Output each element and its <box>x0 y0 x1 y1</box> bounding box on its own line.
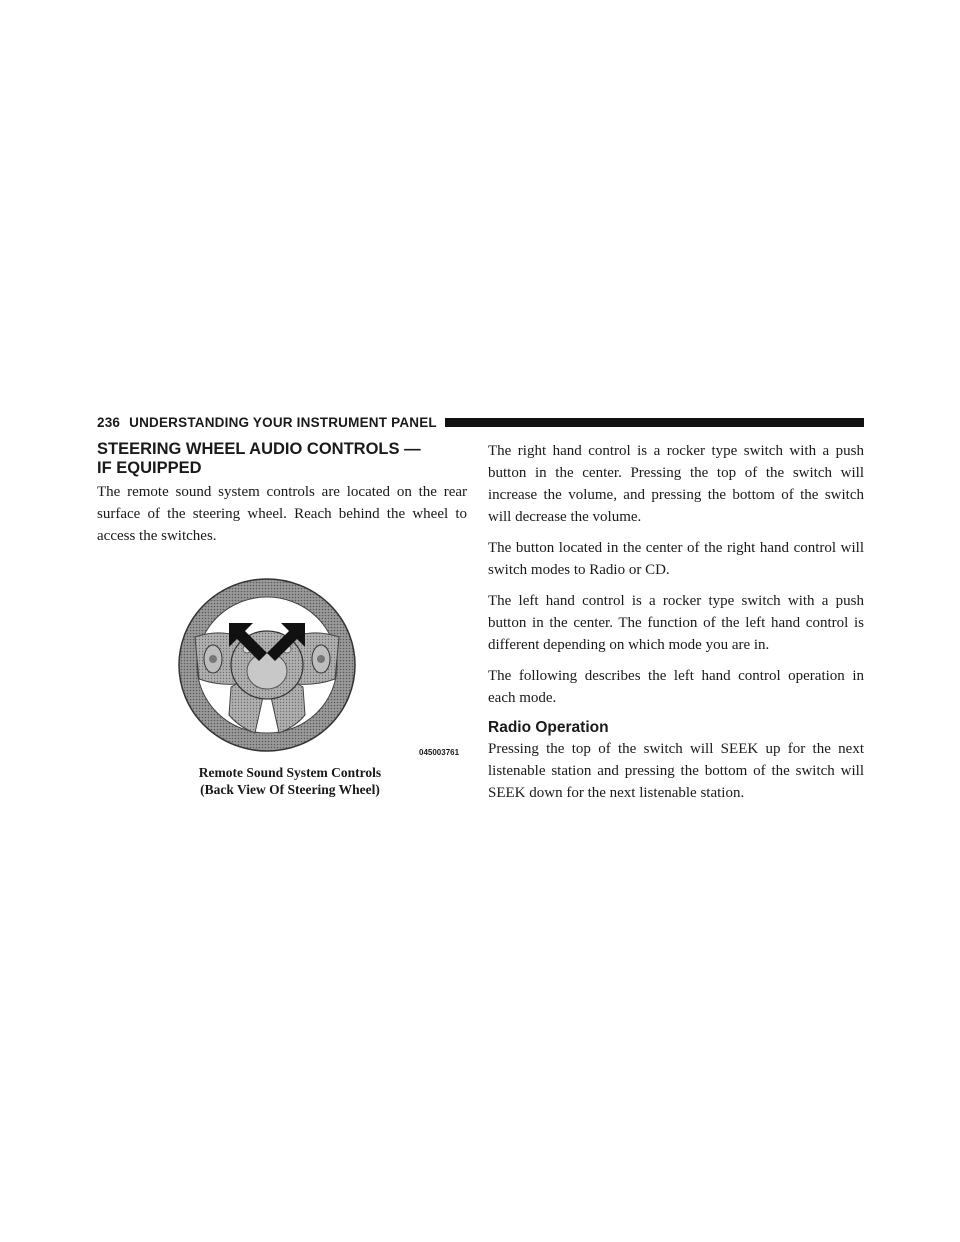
right-column <box>488 440 864 813</box>
caption-line2: (Back View Of Steering Wheel) <box>200 782 380 797</box>
left-column <box>97 440 467 556</box>
caption-line1: Remote Sound System Controls <box>198 765 382 780</box>
figure-caption <box>165 764 415 798</box>
header-rule <box>445 418 864 427</box>
intro-paragraph: The remote sound system controls are located on the rear surface of the steering wheel. Reach behind the wheel to access the switches. <box>97 484 467 544</box>
chapter-title: UNDERSTANDING YOUR INSTRUMENT PANEL <box>129 414 437 430</box>
steering-wheel-figure <box>165 575 475 795</box>
figure-id: 045003761 <box>419 748 460 757</box>
subheading-radio-operation: Radio Operation <box>488 719 609 736</box>
paragraph-left-control: The left hand control is a rocker type switch with a push button in the center. The function of the left hand control is different depending on which mode you are in. <box>488 593 864 653</box>
paragraph-right-control: The right hand control is a rocker type switch with a push button in the center. Pressing the top of the switch will increase the volume, and pressing the bottom of the switch will decrease the volume. <box>488 443 864 525</box>
paragraph-center-button: The button located in the center of the right hand control will switch modes to Radio or CD. <box>488 540 864 578</box>
page-header <box>97 414 864 430</box>
page-number: 236 <box>97 414 121 430</box>
section-heading-line1: STEERING WHEEL AUDIO CONTROLS — <box>97 440 421 458</box>
steering-wheel-illustration <box>165 575 435 755</box>
section-heading-line2: IF EQUIPPED <box>97 459 202 477</box>
section-heading <box>97 440 467 478</box>
paragraph-radio-operation: Pressing the top of the switch will SEEK up for the next listenable station and pressing the bottom of the switch will SEEK down for the next listenable station. <box>488 741 864 801</box>
paragraph-following: The following describes the left hand control operation in each mode. <box>488 668 864 706</box>
